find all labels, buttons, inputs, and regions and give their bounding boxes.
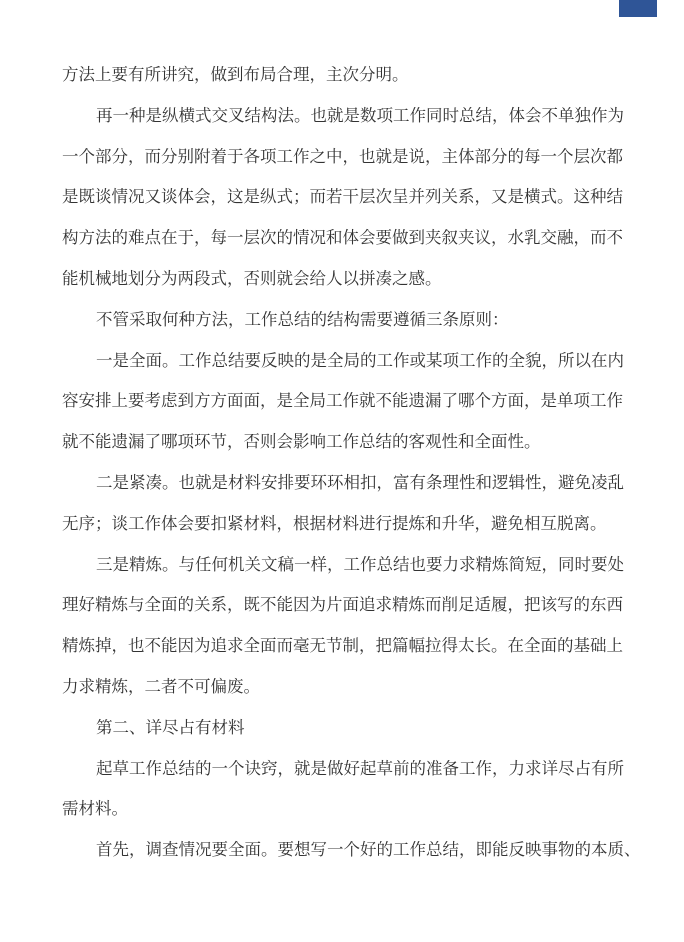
text-line: 首先，调查情况要全面。要想写一个好的工作总结，即能反映事物的本质、 [96,840,641,860]
document-body [62,55,641,871]
text-line: 方法上要有所讲究，做到布局合理，主次分明。 [62,65,409,84]
text-line: 就不能遗漏了哪项环节，否则会影响工作总结的客观性和全面性。 [62,432,541,452]
text-line: 不管采取何种方法，工作总结的结构需要遵循三条原则： [96,309,509,329]
text-line: 理好精炼与全面的关系，既不能因为片面追求精炼而削足适履，把该写的东西 [62,595,623,615]
corner-decoration [619,0,657,17]
text-line: 起草工作总结的一个诀窍，就是做好起草前的准备工作，力求详尽占有所 [96,758,624,778]
text-line: 能机械地划分为两段式，否则就会给人以拼凑之感。 [62,268,442,288]
text-line: 需材料。 [62,799,128,819]
text-line: 是既谈情况又谈体会，这是纵式；而若干层次呈并列关系，又是横式。这种结 [62,187,623,207]
text-line: 一是全面。工作总结要反映的是全局的工作或某项工作的全貌，所以在内 [96,350,624,370]
text-line: 构方法的难点在于，每一层次的情况和体会要做到夹叙夹议，水乳交融，而不 [62,228,623,248]
text-line: 二是紧凑。也就是材料安排要环环相扣，富有条理性和逻辑性，避免凌乱 [96,472,624,492]
text-line: 力求精炼，二者不可偏废。 [62,676,260,696]
text-line: 一个部分，而分别附着于各项工作之中，也就是说，主体部分的每一个层次都 [62,146,623,166]
text-line: 容安排上要考虑到方方面面，是全局工作就不能遗漏了哪个方面，是单项工作 [62,391,623,411]
text-line: 再一种是纵横式交叉结构法。也就是数项工作同时总结，体会不单独作为 [96,105,624,125]
text-line: 无序；谈工作体会要扣紧材料，根据材料进行提炼和升华，避免相互脱离。 [62,513,607,533]
text-line: 精炼掉，也不能因为追求全面而毫无节制，把篇幅拉得太长。在全面的基础上 [62,636,623,656]
text-line: 三是精炼。与任何机关文稿一样，工作总结也要力求精炼简短，同时要处 [96,554,624,574]
text-line: 第二、详尽占有材料 [96,717,245,737]
